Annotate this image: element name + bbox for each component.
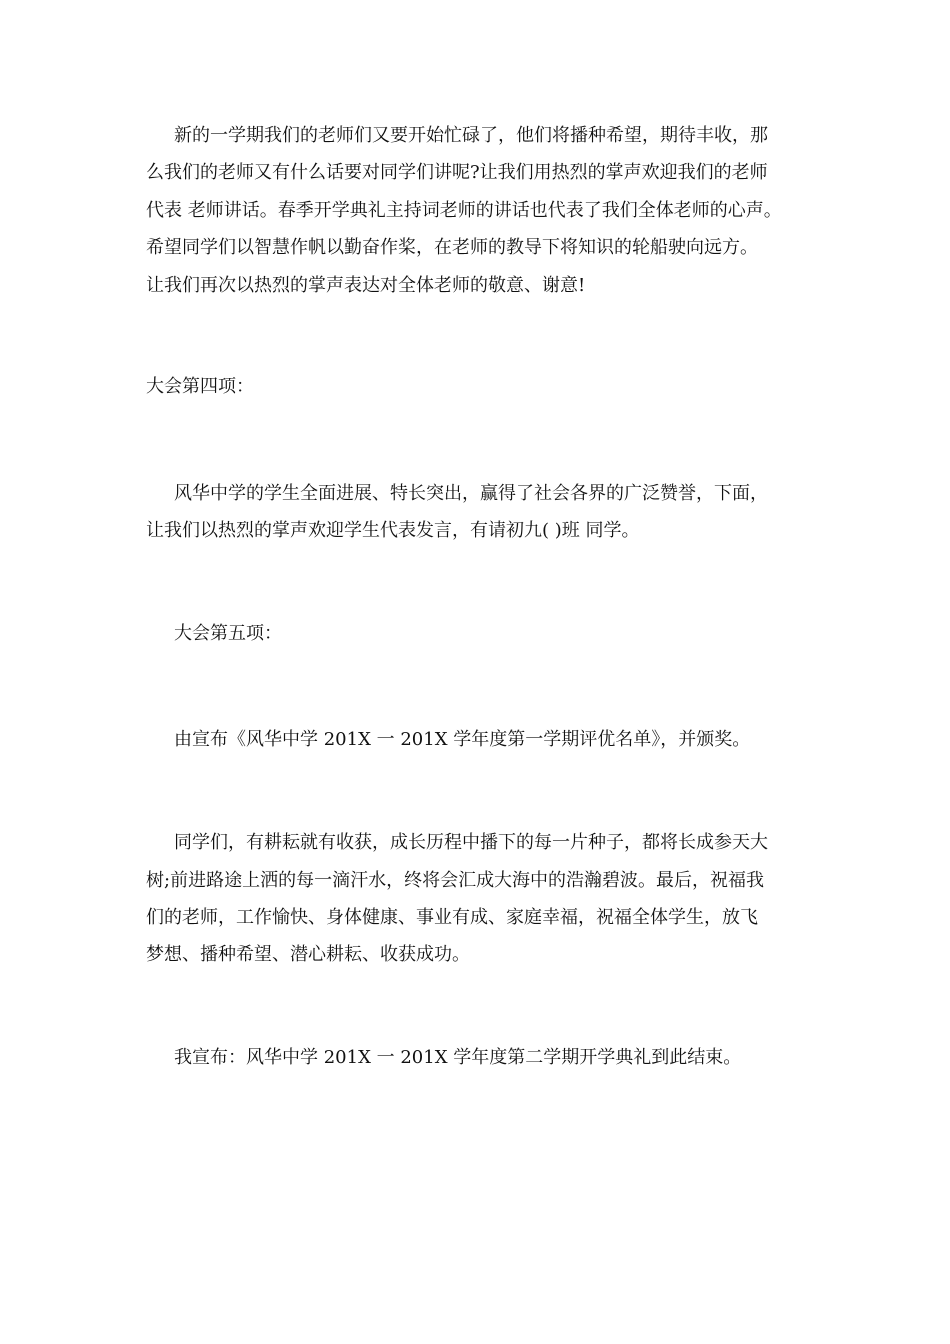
paragraph-3-line-2: 让我们以热烈的掌声欢迎学生代表发言，有请初九( )班 同学。	[146, 520, 640, 541]
closing-announcement: 我宣布：风华中学 201X 一 201X 学年度第二学期开学典礼到此结束。	[174, 1047, 742, 1068]
paragraph-6-line-4: 梦想、播种希望、潜心耕耘、收获成功。	[146, 944, 470, 965]
section-heading-4: 大会第四项：	[146, 376, 254, 397]
paragraph-3-line-1: 风华中学的学生全面进展、特长突出，赢得了社会各界的广泛赞誉，下面，	[174, 483, 768, 504]
paragraph-1-line-3: 代表 老师讲话。春季开学典礼主持词老师的讲话也代表了我们全体老师的心声。	[146, 200, 782, 221]
paragraph-1-line-4: 希望同学们以智慧作帆以勤奋作桨，在老师的教导下将知识的轮船驶向远方。	[146, 237, 758, 258]
paragraph-6-line-1: 同学们，有耕耘就有收获，成长历程中播下的每一片种子，都将长成参天大	[174, 832, 768, 853]
paragraph-5-line-1: 由宣布《风华中学 201X 一 201X 学年度第一学期评优名单》，并颁奖。	[174, 729, 751, 750]
paragraph-1-line-5: 让我们再次以热烈的掌声表达对全体老师的敬意、谢意!	[146, 275, 586, 296]
paragraph-1-line-2: 么我们的老师又有什么话要对同学们讲呢?让我们用热烈的掌声欢迎我们的老师	[146, 162, 768, 183]
paragraph-1-line-1: 新的一学期我们的老师们又要开始忙碌了，他们将播种希望，期待丰收，那	[174, 125, 768, 146]
paragraph-6-line-2: 树;前进路途上洒的每一滴汗水，终将会汇成大海中的浩瀚碧波。最后，祝福我	[146, 870, 765, 891]
section-heading-5: 大会第五项：	[174, 623, 282, 644]
paragraph-6-line-3: 们的老师，工作愉快、身体健康、事业有成、家庭幸福，祝福全体学生，放飞	[146, 907, 758, 928]
